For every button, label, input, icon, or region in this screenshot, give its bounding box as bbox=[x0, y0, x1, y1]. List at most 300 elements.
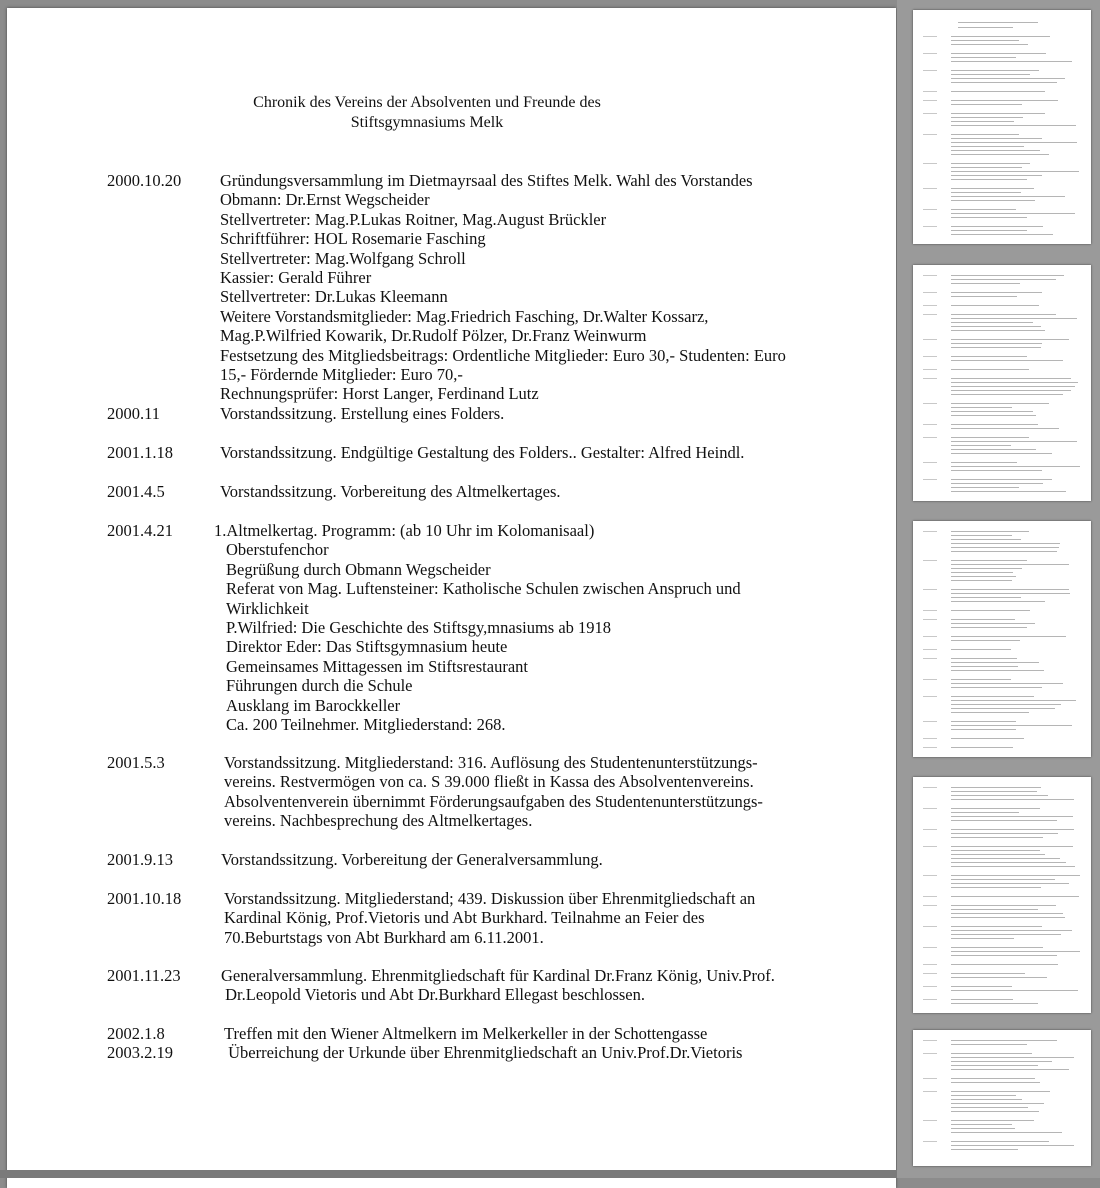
thumbnail-line bbox=[951, 854, 1045, 855]
thumbnail-line bbox=[951, 1107, 1028, 1108]
thumbnail-line bbox=[951, 679, 1011, 680]
entry-line: Rechnungsprüfer: Horst Langer, Ferdinand Lutz bbox=[220, 384, 539, 404]
thumbnail-line bbox=[958, 27, 1013, 28]
thumbnail-line bbox=[951, 74, 1030, 75]
thumbnail-line bbox=[951, 986, 1012, 987]
entry-line: Vorstandssitzung. Endgültige Gestaltung des Folders.. Gestalter: Alfred Heindl. bbox=[220, 443, 745, 462]
entry-line: Schriftführer: HOL Rosemarie Fasching bbox=[220, 229, 486, 249]
entry-line: P.Wilfried: Die Geschichte des Stiftsgy,mnasiums ab 1918 bbox=[226, 618, 612, 638]
entry-date: 2001.5.3 bbox=[107, 753, 165, 772]
entry-date: 2000.11 bbox=[107, 404, 161, 423]
thumbnail-line bbox=[951, 82, 1057, 83]
thumbnail-line bbox=[951, 816, 1073, 817]
thumbnail-line bbox=[923, 369, 937, 370]
thumbnail-line bbox=[951, 44, 1028, 45]
thumbnail-line bbox=[951, 424, 1038, 425]
thumbnail-line bbox=[951, 551, 1057, 552]
thumbnail-line bbox=[951, 407, 1012, 408]
thumbnail-line bbox=[923, 209, 937, 210]
thumbnail-line bbox=[951, 226, 1043, 227]
thumbnail-line bbox=[923, 1120, 937, 1121]
thumbnail-line bbox=[951, 990, 1078, 991]
thumbnail-line bbox=[951, 462, 1017, 463]
thumbnail-line bbox=[951, 1124, 1012, 1125]
thumbnail-line bbox=[951, 875, 1080, 876]
thumbnail-line bbox=[951, 589, 1069, 590]
thumbnail-line bbox=[923, 403, 937, 404]
thumbnail-line bbox=[923, 738, 937, 739]
thumbnail-line bbox=[951, 627, 1027, 628]
thumbnail-line bbox=[951, 539, 1021, 540]
thumbnail-line bbox=[951, 640, 1020, 641]
thumbnail-line bbox=[951, 1082, 1040, 1083]
thumbnail-line bbox=[923, 305, 937, 306]
thumbnail-line bbox=[951, 951, 1080, 952]
thumbnail-line bbox=[923, 36, 937, 37]
thumbnail-line bbox=[951, 78, 1065, 79]
thumbnail-line bbox=[951, 121, 1014, 122]
thumbnail-line bbox=[923, 275, 937, 276]
thumbnail-line bbox=[923, 875, 937, 876]
thumbnail-line bbox=[923, 986, 937, 987]
thumbnail-line bbox=[923, 356, 937, 357]
thumbnail-line bbox=[951, 696, 1034, 697]
thumbnail-line bbox=[951, 687, 1042, 688]
thumbnail-line bbox=[951, 1103, 1044, 1104]
thumbnail-line bbox=[951, 283, 1020, 284]
thumbnail-line bbox=[951, 360, 1063, 361]
thumbnail-line bbox=[951, 829, 1074, 830]
thumbnail-line bbox=[951, 543, 1060, 544]
thumbnail-line bbox=[923, 479, 937, 480]
thumbnail-line bbox=[951, 547, 1059, 548]
thumbnail-line bbox=[951, 926, 1042, 927]
thumbnail-line bbox=[951, 305, 1039, 306]
thumbnail-line bbox=[923, 70, 937, 71]
entry-line: Referat von Mag. Luftensteiner: Katholische Schulen zwischen Anspruch und bbox=[226, 579, 741, 599]
thumbnail-line bbox=[951, 683, 1063, 684]
thumbnail-line bbox=[951, 150, 1040, 151]
thumbnail-line bbox=[923, 378, 937, 379]
thumbnail-line bbox=[951, 649, 1011, 650]
status-bar bbox=[0, 1170, 897, 1178]
entry-line: Absolventenverein übernimmt Förderungsaufgaben des Studentenunterstützungs- bbox=[224, 791, 763, 811]
thumbnail-line bbox=[951, 738, 1024, 739]
entry-line: Direktor Eder: Das Stiftsgymnasium heute bbox=[226, 637, 508, 657]
entry-line: 15,- Fördernde Mitglieder: Euro 70,- bbox=[220, 365, 463, 385]
thumbnail-line bbox=[923, 1053, 937, 1054]
thumbnail-line bbox=[951, 1053, 1032, 1054]
thumbnail-line bbox=[951, 564, 1069, 565]
entry-date: 2001.4.21 bbox=[107, 521, 173, 540]
thumbnail-line bbox=[923, 1040, 937, 1041]
thumbnail-line bbox=[951, 441, 1077, 442]
entry-line: Begrüßung durch Obmann Wegscheider bbox=[226, 559, 491, 579]
thumbnail-line bbox=[951, 449, 1036, 450]
entry-line: Treffen mit den Wiener Altmelkern im Melkerkeller in der Schottengasse bbox=[224, 1024, 708, 1043]
thumbnail-line bbox=[951, 403, 1049, 404]
entry-text bbox=[221, 850, 841, 869]
thumbnail-line bbox=[951, 858, 1060, 859]
thumbnail-line bbox=[951, 1145, 1074, 1146]
thumbnail-line bbox=[951, 138, 1042, 139]
thumbnail-line bbox=[951, 200, 1035, 201]
entry-line: Kassier: Gerald Führer bbox=[220, 268, 372, 288]
thumbnail-line bbox=[951, 163, 1030, 164]
thumbnail-line bbox=[951, 896, 1079, 897]
thumbnail-line bbox=[951, 1069, 1069, 1070]
thumbnail-line bbox=[951, 1061, 1052, 1062]
thumbnail-line bbox=[951, 725, 1072, 726]
thumbnail-line bbox=[951, 1132, 1062, 1133]
thumbnail-line bbox=[951, 154, 1049, 155]
thumbnail-line bbox=[951, 146, 1024, 147]
thumbnail-line bbox=[951, 568, 1022, 569]
thumbnail-line bbox=[923, 1141, 937, 1142]
thumbnail-line bbox=[951, 977, 1047, 978]
thumbnail-line bbox=[923, 846, 937, 847]
thumbnail-line bbox=[923, 964, 937, 965]
thumbnail-line bbox=[951, 192, 1021, 193]
thumbnail-line bbox=[951, 799, 1074, 800]
thumbnail-line bbox=[951, 909, 1038, 910]
thumbnail-line bbox=[923, 649, 937, 650]
thumbnail-line bbox=[951, 113, 1045, 114]
thumbnail-line bbox=[951, 40, 1019, 41]
entry-line: Gründungsversammlung im Dietmayrsaal des Stiftes Melk. Wahl des Vorstandes bbox=[220, 171, 753, 190]
entry-line: 70.Beburtstags von Abt Burkhard am 6.11.2001. bbox=[224, 927, 544, 947]
title-line-2: Stiftsgymnasiums Melk bbox=[350, 114, 504, 131]
thumbnail-line bbox=[923, 560, 937, 561]
thumbnail-line bbox=[951, 700, 1076, 701]
entry-line: Mag.P.Wilfried Kowarik, Dr.Rudolf Pölzer, Dr.Franz Weinwurm bbox=[220, 326, 647, 346]
entry-date: 2001.4.5 bbox=[107, 482, 165, 501]
entry-text bbox=[220, 482, 840, 501]
thumbnail-line bbox=[951, 999, 1013, 1000]
thumbnail-line bbox=[951, 795, 1048, 796]
thumbnail-line bbox=[951, 930, 1072, 931]
thumbnail-line bbox=[951, 658, 1017, 659]
entry-line: vereins. Restvermögen von ca. S 39.000 fließt in Kassa des Absolventenvereins. bbox=[224, 772, 754, 792]
thumbnail-line bbox=[951, 483, 1043, 484]
thumbnail-line bbox=[923, 134, 937, 135]
thumbnail-line bbox=[951, 850, 1040, 851]
thumbnail-line bbox=[951, 445, 1011, 446]
entry-line: Vorstandssitzung. Mitgliederstand; 439. Diskussion über Ehrenmitgliedschaft an bbox=[224, 889, 756, 908]
thumbnail-line bbox=[923, 973, 937, 974]
thumbnail-line bbox=[951, 453, 1052, 454]
thumbnail-line bbox=[951, 330, 1045, 331]
thumbnail-line bbox=[951, 704, 1061, 705]
thumbnail-line bbox=[951, 917, 1065, 918]
entry-text bbox=[224, 889, 844, 947]
thumbnail-line bbox=[923, 531, 937, 532]
thumbnail-line bbox=[951, 36, 1050, 37]
thumbnail-line bbox=[951, 314, 1056, 315]
entry-text bbox=[220, 171, 840, 404]
thumbnail-line bbox=[951, 623, 1035, 624]
thumbnail-line bbox=[951, 619, 1015, 620]
thumbnail-line bbox=[951, 610, 1030, 611]
page-thumbnail[interactable] bbox=[913, 10, 1091, 244]
thumbnail-line bbox=[951, 466, 1080, 467]
entry-line: Obmann: Dr.Ernst Wegscheider bbox=[220, 190, 430, 210]
thumbnail-line bbox=[923, 926, 937, 927]
thumbnail-line bbox=[951, 415, 1036, 416]
thumbnail-line bbox=[951, 1078, 1035, 1079]
thumbnail-sidebar[interactable] bbox=[897, 0, 1100, 1178]
thumbnail-line bbox=[923, 53, 937, 54]
thumbnail-line bbox=[951, 437, 1029, 438]
thumbnail-line bbox=[923, 589, 937, 590]
page-thumbnail[interactable] bbox=[913, 265, 1091, 501]
thumbnail-line bbox=[923, 339, 937, 340]
entry-date: 2001.9.13 bbox=[107, 850, 173, 869]
thumbnail-line bbox=[951, 61, 1072, 62]
thumbnail-line bbox=[951, 1111, 1039, 1112]
thumbnail-line bbox=[951, 378, 1071, 379]
thumbnail-line bbox=[951, 535, 1012, 536]
entry-line: Vorstandssitzung. Vorbereitung der Generalversammlung. bbox=[221, 850, 603, 869]
entry-line: 1.Altmelkertag. Programm: (ab 10 Uhr im Kolomanisaal) bbox=[214, 521, 595, 540]
thumbnail-line bbox=[951, 879, 1055, 880]
thumbnail-line bbox=[951, 343, 1042, 344]
entry-line: vereins. Nachbesprechung des Altmelkertages. bbox=[224, 811, 533, 831]
thumbnail-line bbox=[923, 636, 937, 637]
thumbnail-line bbox=[951, 339, 1069, 340]
thumbnail-line bbox=[923, 437, 937, 438]
entry-line: Führungen durch die Schule bbox=[226, 676, 413, 696]
thumbnail-line bbox=[951, 887, 1041, 888]
thumbnail-line bbox=[951, 791, 1037, 792]
thumbnail-line bbox=[951, 812, 1019, 813]
title-line-1: Chronik des Vereins der Absolventen und Freunde des bbox=[253, 94, 601, 111]
entry-line: Festsetzung des Mitgliedsbeitrags: Ordentliche Mitglieder: Euro 30,- Studenten: Euro bbox=[220, 345, 786, 365]
thumbnail-line bbox=[951, 188, 1034, 189]
thumbnail-line bbox=[951, 947, 1043, 948]
entry-text bbox=[224, 1043, 844, 1062]
entry-date: 2003.2.19 bbox=[107, 1043, 173, 1062]
thumbnail-line bbox=[951, 125, 1076, 126]
thumbnail-line bbox=[951, 171, 1079, 172]
thumbnail-line bbox=[923, 658, 937, 659]
thumbnail-line bbox=[951, 1003, 1038, 1004]
thumbnail-line bbox=[951, 53, 1046, 54]
thumbnail-line bbox=[951, 196, 1065, 197]
entry-line: Ausklang im Barockkeller bbox=[226, 695, 401, 715]
thumbnail-line bbox=[951, 572, 1013, 573]
thumbnail-line bbox=[951, 326, 1041, 327]
thumbnail-line bbox=[951, 296, 1017, 297]
thumbnail-line bbox=[951, 91, 1045, 92]
thumbnail-line bbox=[951, 708, 1055, 709]
thumbnail-line bbox=[951, 57, 1016, 58]
thumbnail-line bbox=[951, 142, 1077, 143]
entry-line: Generalversammlung. Ehrenmitgliedschaft für Kardinal Dr.Franz König, Univ.Prof. bbox=[221, 966, 775, 985]
thumbnail-line bbox=[951, 491, 1066, 492]
thumbnail-line bbox=[951, 390, 1071, 391]
thumbnail-line bbox=[923, 619, 937, 620]
entry-line: Überreichung der Urkunde über Ehrenmitgliedschaft an Univ.Prof.Dr.Vietoris bbox=[224, 1043, 743, 1062]
page-thumbnail[interactable] bbox=[913, 1030, 1091, 1166]
thumbnail-line bbox=[951, 428, 1059, 429]
thumbnail-line bbox=[951, 846, 1073, 847]
thumbnail-line bbox=[951, 964, 1058, 965]
thumbnail-line bbox=[951, 209, 1016, 210]
thumbnail-line bbox=[951, 593, 1070, 594]
entry-line: Oberstufenchor bbox=[226, 540, 329, 560]
entry-line: Vorstandssitzung. Vorbereitung des Altmelkertages. bbox=[220, 482, 561, 501]
thumbnail-line bbox=[951, 1065, 1038, 1066]
page-thumbnail[interactable] bbox=[913, 777, 1091, 1013]
thumbnail-line bbox=[923, 292, 937, 293]
thumbnail-line bbox=[951, 70, 1039, 71]
thumbnail-line bbox=[923, 696, 937, 697]
entry-line: Stellvertreter: Dr.Lukas Kleemann bbox=[220, 287, 448, 307]
thumbnail-line bbox=[951, 275, 1064, 276]
thumbnail-line bbox=[923, 808, 937, 809]
entry-line: Stellvertreter: Mag.P.Lukas Roitner, Mag.August Brückler bbox=[220, 209, 607, 229]
thumbnail-line bbox=[951, 470, 1042, 471]
thumbnail-line bbox=[951, 322, 1033, 323]
document-page bbox=[7, 8, 896, 1188]
thumbnail-line bbox=[951, 601, 1045, 602]
thumbnail-line bbox=[951, 531, 1029, 532]
thumbnail-line bbox=[923, 424, 937, 425]
entry-text bbox=[221, 966, 841, 1005]
thumbnail-line bbox=[951, 666, 1018, 667]
thumbnail-line bbox=[951, 662, 1039, 663]
thumbnail-line bbox=[951, 721, 1016, 722]
thumbnail-line bbox=[951, 820, 1057, 821]
thumbnail-line bbox=[951, 862, 1066, 863]
thumbnail-line bbox=[951, 973, 1025, 974]
thumbnail-line bbox=[951, 913, 1063, 914]
thumbnail-line bbox=[951, 1091, 1050, 1092]
thumbnail-line bbox=[951, 234, 1053, 235]
thumbnail-line bbox=[923, 314, 937, 315]
entry-line: Vorstandssitzung. Mitgliederstand: 316. Auflösung des Studentenunterstützungs- bbox=[224, 753, 758, 772]
thumbnail-line bbox=[951, 1044, 1027, 1045]
thumbnail-line bbox=[951, 883, 1069, 884]
thumbnail-line bbox=[951, 100, 1058, 101]
entry-line: Gemeinsames Mittagessen im Stiftsrestaurant bbox=[226, 656, 528, 676]
thumbnail-line bbox=[923, 947, 937, 948]
entry-date: 2000.10.20 bbox=[107, 171, 182, 190]
thumbnail-line bbox=[951, 938, 1014, 939]
thumbnail-line bbox=[958, 22, 1038, 23]
thumbnail-line bbox=[951, 787, 1041, 788]
thumbnail-line bbox=[951, 580, 1012, 581]
thumbnail-line bbox=[923, 999, 937, 1000]
thumbnail-line bbox=[923, 1091, 937, 1092]
page-thumbnail[interactable] bbox=[913, 521, 1091, 757]
entry-text bbox=[220, 443, 840, 462]
entry-text bbox=[214, 521, 834, 734]
entry-line: Dr.Leopold Vietoris und Abt Dr.Burkhard Ellegast beschlossen. bbox=[221, 985, 645, 1005]
entry-line: Ca. 200 Teilnehmer. Mitgliederstand: 268. bbox=[226, 715, 506, 735]
thumbnail-line bbox=[951, 729, 1016, 730]
thumbnail-line bbox=[951, 382, 1078, 383]
thumbnail-line bbox=[951, 837, 1043, 838]
thumbnail-line bbox=[951, 134, 1019, 135]
thumbnail-line bbox=[951, 1095, 1016, 1096]
thumbnail-line bbox=[951, 866, 1075, 867]
thumbnail-line bbox=[923, 163, 937, 164]
thumbnail-line bbox=[951, 1149, 1018, 1150]
thumbnail-line bbox=[951, 175, 1042, 176]
thumbnail-line bbox=[923, 226, 937, 227]
thumbnail-line bbox=[923, 721, 937, 722]
thumbnail-line bbox=[951, 712, 1029, 713]
thumbnail-line bbox=[951, 369, 1029, 370]
thumbnail-line bbox=[951, 636, 1066, 637]
thumbnail-line bbox=[951, 808, 1040, 809]
thumbnail-line bbox=[951, 179, 1027, 180]
thumbnail-line bbox=[951, 1120, 1034, 1121]
entry-date: 2001.11.23 bbox=[107, 966, 181, 985]
thumbnail-line bbox=[951, 1099, 1022, 1100]
thumbnail-line bbox=[951, 217, 1027, 218]
entry-line: Wirklichkeit bbox=[226, 598, 309, 618]
thumbnail-line bbox=[951, 747, 1013, 748]
entry-line: Weitere Vorstandsmitglieder: Mag.Friedrich Fasching, Dr.Walter Kossarz, bbox=[220, 306, 709, 326]
thumbnail-line bbox=[951, 597, 1021, 598]
thumbnail-line bbox=[923, 91, 937, 92]
thumbnail-line bbox=[951, 955, 1057, 956]
entry-line: Stellvertreter: Mag.Wolfgang Schroll bbox=[220, 248, 466, 268]
thumbnail-line bbox=[951, 318, 1077, 319]
thumbnail-line bbox=[923, 100, 937, 101]
thumbnail-line bbox=[923, 905, 937, 906]
thumbnail-line bbox=[923, 610, 937, 611]
thumbnail-line bbox=[923, 188, 937, 189]
entry-date: 2001.1.18 bbox=[107, 443, 173, 462]
thumbnail-line bbox=[923, 787, 937, 788]
entry-text bbox=[220, 404, 840, 423]
entry-date: 2001.10.18 bbox=[107, 889, 182, 908]
thumbnail-line bbox=[951, 1141, 1049, 1142]
thumbnail-line bbox=[951, 487, 1019, 488]
thumbnail-line bbox=[923, 1078, 937, 1079]
thumbnail-line bbox=[951, 213, 1075, 214]
thumbnail-line bbox=[951, 279, 1056, 280]
document-title bbox=[207, 93, 647, 133]
thumbnail-line bbox=[951, 905, 1056, 906]
thumbnail-line bbox=[951, 230, 1027, 231]
thumbnail-line bbox=[951, 347, 1041, 348]
thumbnail-line bbox=[923, 896, 937, 897]
entry-line: Vorstandssitzung. Erstellung eines Folders. bbox=[220, 404, 505, 423]
thumbnail-line bbox=[951, 292, 1042, 293]
thumbnail-line bbox=[923, 747, 937, 748]
thumbnail-line bbox=[923, 113, 937, 114]
entry-date: 2002.1.8 bbox=[107, 1024, 165, 1043]
thumbnail-line bbox=[951, 1040, 1057, 1041]
thumbnail-line bbox=[951, 1128, 1015, 1129]
thumbnail-line bbox=[951, 1057, 1074, 1058]
thumbnail-line bbox=[951, 167, 1022, 168]
thumbnail-line bbox=[951, 479, 1052, 480]
thumbnail-line bbox=[923, 462, 937, 463]
entry-text bbox=[224, 753, 844, 831]
thumbnail-line bbox=[951, 356, 1027, 357]
thumbnail-line bbox=[923, 829, 937, 830]
thumbnail-line bbox=[951, 386, 1075, 387]
entry-line: Kardinal König, Prof.Vietoris und Abt Burkhard. Teilnahme an Feier des bbox=[224, 908, 705, 928]
thumbnail-line bbox=[951, 117, 1023, 118]
thumbnail-line bbox=[923, 679, 937, 680]
